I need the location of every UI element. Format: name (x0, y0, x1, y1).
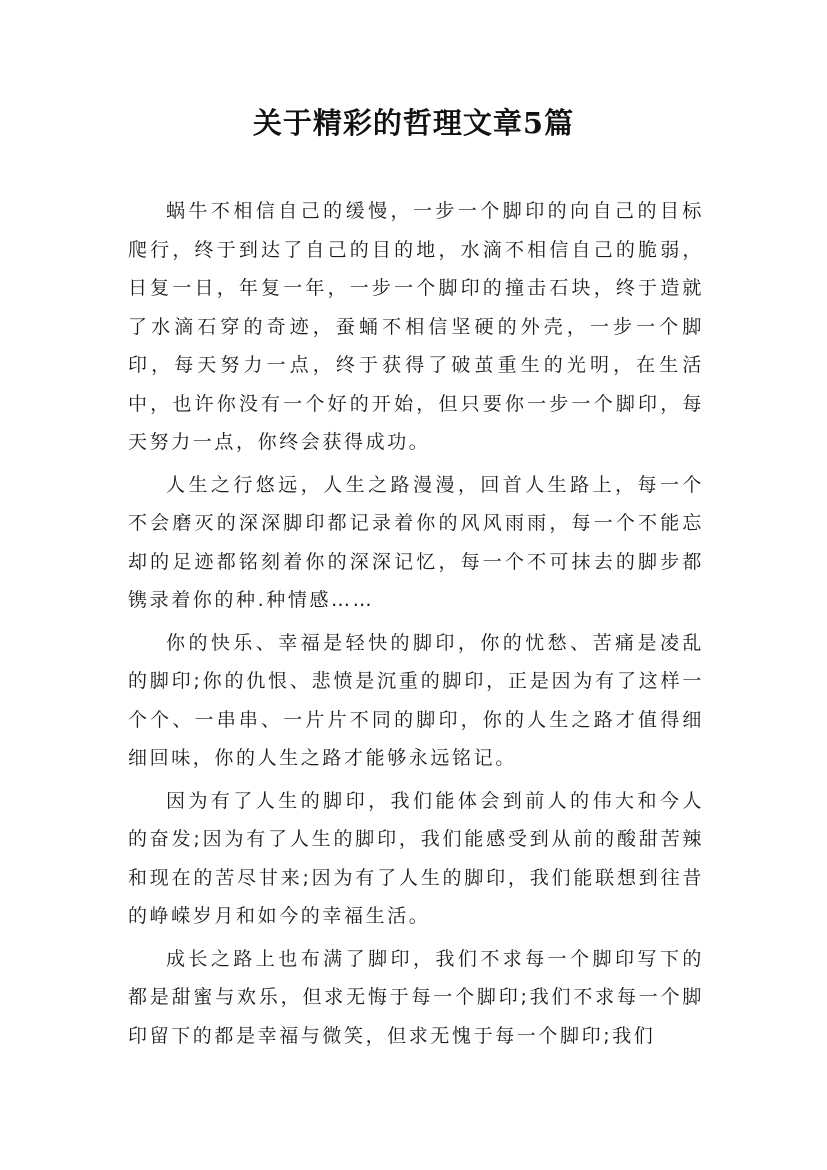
paragraph: 人生之行悠远，人生之路漫漫，回首人生路上，每一个不会磨灭的深深脚印都记录着你的风风雨雨，每一个不能忘却的足迹都铭刻着你的深深记忆，每一个不可抹去的脚步都镌录着你的种.种情感…… (128, 473, 704, 611)
paragraph: 因为有了人生的脚印，我们能体会到前人的伟大和今人的奋发;因为有了人生的脚印，我们能感受到从前的酸甜苦辣和现在的苦尽甘来;因为有了人生的脚印，我们能联想到往昔的峥嵘岁月和如今的幸福生活。 (128, 789, 704, 927)
paragraph: 成长之路上也布满了脚印，我们不求每一个脚印写下的都是甜蜜与欢乐，但求无悔于每一个脚印;我们不求每一个脚印留下的都是幸福与微笑，但求无愧于每一个脚印;我们 (128, 947, 704, 1047)
paragraph: 蜗牛不相信自己的缓慢，一步一个脚印的向自己的目标爬行，终于到达了自己的目的地，水滴不相信自己的脆弱，日复一日，年复一年，一步一个脚印的撞击石块，终于造就了水滴石穿的奇迹，蚕蛹不相信坚硬的外壳，一步一个脚印，每天努力一点，终于获得了破茧重生的光明，在生活中，也许你没有一个好的开始，但只要你一步一个脚印，每天努力一点，你终会获得成功。 (128, 200, 704, 453)
document-body (128, 192, 704, 1059)
document-title: 关于精彩的哲理文章5篇 (252, 106, 575, 140)
paragraph: 你的快乐、幸福是轻快的脚印，你的忧愁、苦痛是凌乱的脚印;你的仇恨、悲愤是沉重的脚印，正是因为有了这样一个个、一串串、一片片不同的脚印，你的人生之路才值得细细回味，你的人生之路才能够永远铭记。 (128, 631, 704, 769)
